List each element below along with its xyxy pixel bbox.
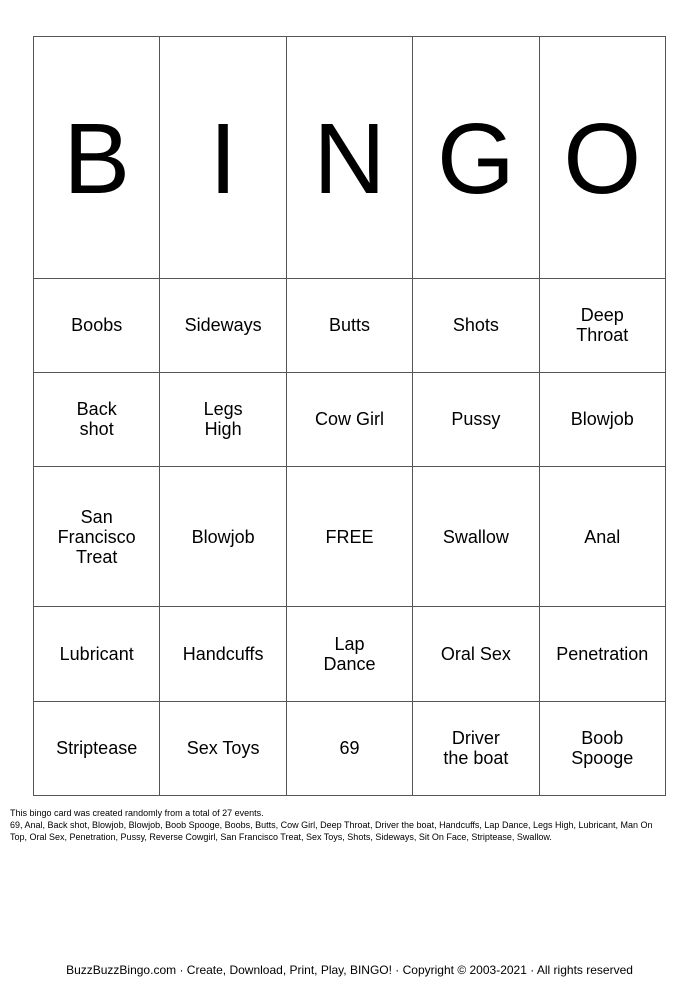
bingo-cell-text: Oral Sex xyxy=(440,644,511,665)
bingo-cell xyxy=(413,372,539,466)
bingo-cell xyxy=(34,607,160,701)
bingo-cell-text: Penetration xyxy=(556,644,649,665)
bingo-cell-text: Driver xyxy=(451,728,500,749)
bingo-cell-text: High xyxy=(204,419,242,440)
bingo-cell xyxy=(160,278,286,372)
bingo-cell xyxy=(34,467,160,607)
card-info-summary: This bingo card was created randomly from a total of 27 events. xyxy=(10,808,264,818)
bingo-header-letter: B xyxy=(34,37,160,279)
bingo-row xyxy=(34,372,666,466)
card-info-event-list-continued: Top, Oral Sex, Penetration, Pussy, Reverse Cowgirl, San Francisco Treat, Sex Toys, Shots, Sideways, Sit On Face, Striptease, Swallow. xyxy=(10,832,552,842)
bingo-header-letter: O xyxy=(539,37,665,279)
bingo-cell xyxy=(160,467,286,607)
bingo-cell xyxy=(286,701,412,795)
bingo-cell-text: Throat xyxy=(576,325,629,346)
bingo-cell-text: Dance xyxy=(323,654,376,675)
bingo-cell xyxy=(413,701,539,795)
bingo-header-letter: G xyxy=(413,37,539,279)
bingo-cell xyxy=(539,607,665,701)
bingo-cell-text: shot xyxy=(79,419,114,440)
bingo-header-row xyxy=(34,37,666,279)
card-info xyxy=(10,807,690,843)
bingo-cell-text: Lubricant xyxy=(59,644,134,665)
bingo-cell-text: Striptease xyxy=(56,738,138,759)
bingo-cell-text: 69 xyxy=(339,738,360,759)
bingo-cell-text: Sideways xyxy=(184,315,262,336)
bingo-cell xyxy=(539,467,665,607)
bingo-cell xyxy=(413,278,539,372)
bingo-cell xyxy=(539,278,665,372)
bingo-cell xyxy=(413,607,539,701)
bingo-cell-text: Sex Toys xyxy=(186,738,260,759)
bingo-row xyxy=(34,467,666,607)
bingo-cell-text: Butts xyxy=(328,315,370,336)
bingo-cell-text: Boob xyxy=(581,728,624,749)
bingo-cell-text: Boobs xyxy=(71,315,123,336)
bingo-cell xyxy=(286,372,412,466)
bingo-cell xyxy=(34,372,160,466)
bingo-cell-text: Cow Girl xyxy=(314,409,384,430)
footer-copyright: BuzzBuzzBingo.com · Create, Download, Print, Play, BINGO! · Copyright © 2003-2021 · All rights reserved xyxy=(66,963,633,977)
bingo-cell-text: Francisco xyxy=(57,526,136,547)
bingo-cell xyxy=(539,701,665,795)
bingo-cell xyxy=(539,372,665,466)
bingo-cell-text: Swallow xyxy=(442,526,509,547)
bingo-cell-text: Spooge xyxy=(571,748,634,769)
bingo-cell xyxy=(34,701,160,795)
bingo-cell-text: Treat xyxy=(76,546,118,567)
bingo-row xyxy=(34,701,666,795)
bingo-cell xyxy=(413,467,539,607)
bingo-cell-text: Blowjob xyxy=(191,526,255,547)
bingo-row xyxy=(34,278,666,372)
bingo-cell-text: Shots xyxy=(452,315,499,336)
bingo-cell xyxy=(160,701,286,795)
bingo-cell xyxy=(286,607,412,701)
bingo-row xyxy=(34,607,666,701)
bingo-cell xyxy=(286,278,412,372)
bingo-cell-text: San xyxy=(80,506,113,527)
bingo-cell xyxy=(286,467,412,607)
bingo-header-letter: I xyxy=(160,37,286,279)
bingo-cell-text: Pussy xyxy=(451,409,501,430)
bingo-cell-text: Handcuffs xyxy=(182,644,264,665)
bingo-cell-text: Legs xyxy=(203,399,243,420)
bingo-cell xyxy=(34,278,160,372)
bingo-cell-text: Blowjob xyxy=(570,409,634,430)
bingo-cell xyxy=(160,607,286,701)
bingo-card xyxy=(33,36,666,796)
bingo-cell-text: Lap xyxy=(334,634,365,655)
bingo-cell-text: Anal xyxy=(584,526,621,547)
bingo-cell-text: Back xyxy=(76,399,117,420)
bingo-cell xyxy=(160,372,286,466)
bingo-cell-text: Deep xyxy=(580,305,624,326)
bingo-cell-text: FREE xyxy=(325,526,374,547)
card-info-event-list: 69, Anal, Back shot, Blowjob, Blowjob, Boob Spooge, Boobs, Butts, Cow Girl, Deep Throat, Driver the boat, Handcuffs, Lap Dance, Legs High, Lubricant, Man On xyxy=(10,820,653,830)
bingo-header-letter: N xyxy=(286,37,412,279)
bingo-cell-text: the boat xyxy=(443,748,509,769)
